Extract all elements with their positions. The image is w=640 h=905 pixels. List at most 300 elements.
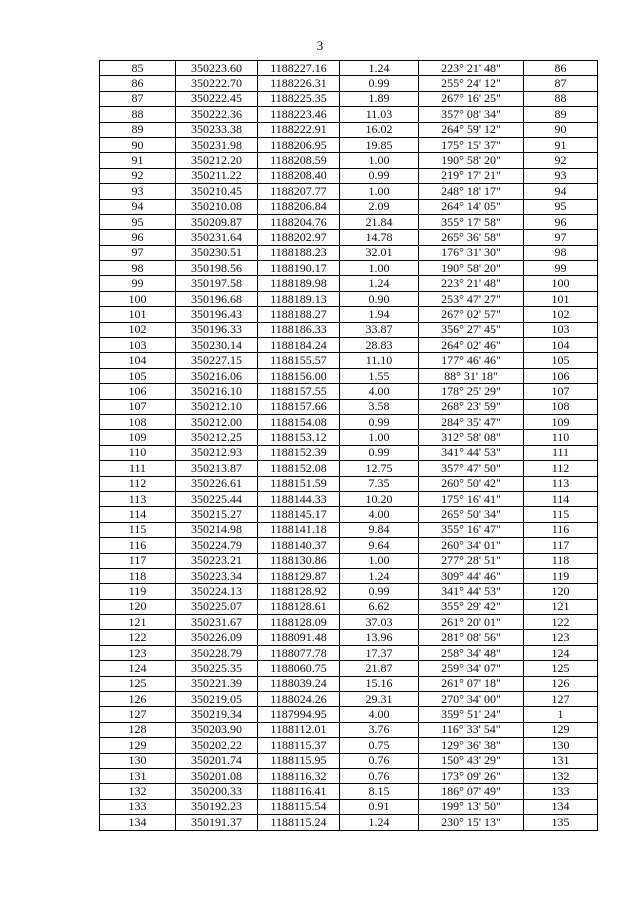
point-number-cell: 105 <box>100 368 176 383</box>
next-point-cell: 125 <box>524 661 598 676</box>
y-coordinate-cell: 1188223.46 <box>258 107 340 122</box>
point-number-cell: 95 <box>100 214 176 229</box>
y-coordinate-cell: 1188190.17 <box>258 261 340 276</box>
x-coordinate-cell: 350226.61 <box>176 476 258 491</box>
next-point-cell: 1 <box>524 707 598 722</box>
table-row <box>100 245 598 260</box>
distance-cell: 9.84 <box>340 522 419 537</box>
direction-angle-cell: 265° 36' 58" <box>419 230 524 245</box>
table-row <box>100 307 598 322</box>
distance-cell: 0.76 <box>340 768 419 783</box>
distance-cell: 37.03 <box>340 615 419 630</box>
distance-cell: 13.96 <box>340 630 419 645</box>
x-coordinate-cell: 350225.44 <box>176 491 258 506</box>
table-row <box>100 599 598 614</box>
y-coordinate-cell: 1188157.66 <box>258 399 340 414</box>
y-coordinate-cell: 1188152.39 <box>258 445 340 460</box>
direction-angle-cell: 175° 15' 37" <box>419 137 524 152</box>
direction-angle-cell: 260° 34' 01" <box>419 538 524 553</box>
table-row <box>100 692 598 707</box>
direction-angle-cell: 178° 25' 29" <box>419 384 524 399</box>
table-row <box>100 199 598 214</box>
next-point-cell: 127 <box>524 692 598 707</box>
x-coordinate-cell: 350212.00 <box>176 414 258 429</box>
next-point-cell: 105 <box>524 353 598 368</box>
next-point-cell: 109 <box>524 414 598 429</box>
direction-angle-cell: 199° 13' 50" <box>419 799 524 814</box>
y-coordinate-cell: 1187994.95 <box>258 707 340 722</box>
y-coordinate-cell: 1188152.08 <box>258 461 340 476</box>
table-row <box>100 476 598 491</box>
distance-cell: 14.78 <box>340 230 419 245</box>
point-number-cell: 89 <box>100 122 176 137</box>
table-row <box>100 261 598 276</box>
table-row <box>100 368 598 383</box>
x-coordinate-cell: 350197.58 <box>176 276 258 291</box>
x-coordinate-cell: 350224.79 <box>176 538 258 553</box>
point-number-cell: 93 <box>100 184 176 199</box>
table-row <box>100 168 598 183</box>
next-point-cell: 104 <box>524 338 598 353</box>
x-coordinate-cell: 350228.79 <box>176 645 258 660</box>
distance-cell: 32.01 <box>340 245 419 260</box>
distance-cell: 11.10 <box>340 353 419 368</box>
direction-angle-cell: 248° 18' 17" <box>419 184 524 199</box>
table-row <box>100 107 598 122</box>
point-number-cell: 113 <box>100 491 176 506</box>
next-point-cell: 113 <box>524 476 598 491</box>
x-coordinate-cell: 350222.45 <box>176 91 258 106</box>
next-point-cell: 108 <box>524 399 598 414</box>
direction-angle-cell: 116° 33' 54" <box>419 722 524 737</box>
x-coordinate-cell: 350221.39 <box>176 676 258 691</box>
x-coordinate-cell: 350210.08 <box>176 199 258 214</box>
y-coordinate-cell: 1188060.75 <box>258 661 340 676</box>
x-coordinate-cell: 350200.33 <box>176 784 258 799</box>
point-number-cell: 127 <box>100 707 176 722</box>
distance-cell: 1.94 <box>340 307 419 322</box>
x-coordinate-cell: 350212.10 <box>176 399 258 414</box>
distance-cell: 19.85 <box>340 137 419 152</box>
x-coordinate-cell: 350227.15 <box>176 353 258 368</box>
y-coordinate-cell: 1188091.48 <box>258 630 340 645</box>
x-coordinate-cell: 350216.06 <box>176 368 258 383</box>
x-coordinate-cell: 350196.33 <box>176 322 258 337</box>
table-row <box>100 507 598 522</box>
next-point-cell: 93 <box>524 168 598 183</box>
table-row <box>100 91 598 106</box>
point-number-cell: 122 <box>100 630 176 645</box>
direction-angle-cell: 264° 59' 12" <box>419 122 524 137</box>
distance-cell: 15.16 <box>340 676 419 691</box>
distance-cell: 21.87 <box>340 661 419 676</box>
direction-angle-cell: 309° 44' 46" <box>419 568 524 583</box>
y-coordinate-cell: 1188204.76 <box>258 214 340 229</box>
y-coordinate-cell: 1188208.40 <box>258 168 340 183</box>
distance-cell: 0.99 <box>340 445 419 460</box>
x-coordinate-cell: 350223.21 <box>176 553 258 568</box>
y-coordinate-cell: 1188189.98 <box>258 276 340 291</box>
distance-cell: 10.20 <box>340 491 419 506</box>
next-point-cell: 87 <box>524 76 598 91</box>
table-row <box>100 184 598 199</box>
direction-angle-cell: 264° 14' 05" <box>419 199 524 214</box>
direction-angle-cell: 265° 50' 34" <box>419 507 524 522</box>
distance-cell: 0.75 <box>340 738 419 753</box>
y-coordinate-cell: 1188115.95 <box>258 753 340 768</box>
direction-angle-cell: 259° 34' 07" <box>419 661 524 676</box>
next-point-cell: 126 <box>524 676 598 691</box>
point-number-cell: 94 <box>100 199 176 214</box>
distance-cell: 6.62 <box>340 599 419 614</box>
table-row <box>100 353 598 368</box>
next-point-cell: 92 <box>524 153 598 168</box>
next-point-cell: 115 <box>524 507 598 522</box>
distance-cell: 0.99 <box>340 76 419 91</box>
x-coordinate-cell: 350191.37 <box>176 815 258 830</box>
x-coordinate-cell: 350231.67 <box>176 615 258 630</box>
point-number-cell: 104 <box>100 353 176 368</box>
distance-cell: 11.03 <box>340 107 419 122</box>
direction-angle-cell: 355° 17' 58" <box>419 214 524 229</box>
next-point-cell: 117 <box>524 538 598 553</box>
direction-angle-cell: 356° 27' 45" <box>419 322 524 337</box>
next-point-cell: 120 <box>524 584 598 599</box>
distance-cell: 33.87 <box>340 322 419 337</box>
distance-cell: 21.84 <box>340 214 419 229</box>
direction-angle-cell: 223° 21' 48" <box>419 61 524 76</box>
x-coordinate-cell: 350201.74 <box>176 753 258 768</box>
next-point-cell: 110 <box>524 430 598 445</box>
y-coordinate-cell: 1188039.24 <box>258 676 340 691</box>
point-number-cell: 123 <box>100 645 176 660</box>
y-coordinate-cell: 1188077.78 <box>258 645 340 660</box>
point-number-cell: 108 <box>100 414 176 429</box>
distance-cell: 0.76 <box>340 753 419 768</box>
distance-cell: 12.75 <box>340 461 419 476</box>
direction-angle-cell: 253° 47' 27" <box>419 291 524 306</box>
table-row <box>100 615 598 630</box>
x-coordinate-cell: 350212.93 <box>176 445 258 460</box>
table-row <box>100 122 598 137</box>
next-point-cell: 97 <box>524 230 598 245</box>
x-coordinate-cell: 350196.43 <box>176 307 258 322</box>
point-number-cell: 131 <box>100 768 176 783</box>
x-coordinate-cell: 350231.98 <box>176 137 258 152</box>
y-coordinate-cell: 1188186.33 <box>258 322 340 337</box>
point-number-cell: 97 <box>100 245 176 260</box>
table-row <box>100 399 598 414</box>
direction-angle-cell: 186° 07' 49" <box>419 784 524 799</box>
next-point-cell: 86 <box>524 61 598 76</box>
y-coordinate-cell: 1188145.17 <box>258 507 340 522</box>
x-coordinate-cell: 350192.23 <box>176 799 258 814</box>
point-number-cell: 119 <box>100 584 176 599</box>
x-coordinate-cell: 350214.98 <box>176 522 258 537</box>
x-coordinate-cell: 350212.25 <box>176 430 258 445</box>
distance-cell: 8.15 <box>340 784 419 799</box>
direction-angle-cell: 268° 23' 59" <box>419 399 524 414</box>
point-number-cell: 92 <box>100 168 176 183</box>
table-row <box>100 815 598 830</box>
y-coordinate-cell: 1188188.23 <box>258 245 340 260</box>
table-row <box>100 584 598 599</box>
point-number-cell: 130 <box>100 753 176 768</box>
point-number-cell: 117 <box>100 553 176 568</box>
y-coordinate-cell: 1188227.16 <box>258 61 340 76</box>
table-row <box>100 230 598 245</box>
point-number-cell: 112 <box>100 476 176 491</box>
direction-angle-cell: 277° 28' 51" <box>419 553 524 568</box>
point-number-cell: 128 <box>100 722 176 737</box>
next-point-cell: 124 <box>524 645 598 660</box>
next-point-cell: 123 <box>524 630 598 645</box>
direction-angle-cell: 173° 09' 26" <box>419 768 524 783</box>
distance-cell: 1.24 <box>340 568 419 583</box>
distance-cell: 4.00 <box>340 507 419 522</box>
direction-angle-cell: 357° 47' 50" <box>419 461 524 476</box>
y-coordinate-cell: 1188156.00 <box>258 368 340 383</box>
table-row <box>100 322 598 337</box>
direction-angle-cell: 267° 16' 25" <box>419 91 524 106</box>
x-coordinate-cell: 350219.05 <box>176 692 258 707</box>
point-number-cell: 102 <box>100 322 176 337</box>
direction-angle-cell: 260° 50' 42" <box>419 476 524 491</box>
direction-angle-cell: 355° 16' 47" <box>419 522 524 537</box>
y-coordinate-cell: 1188222.91 <box>258 122 340 137</box>
x-coordinate-cell: 350226.09 <box>176 630 258 645</box>
point-number-cell: 121 <box>100 615 176 630</box>
coordinates-table <box>99 60 598 831</box>
point-number-cell: 91 <box>100 153 176 168</box>
distance-cell: 28.83 <box>340 338 419 353</box>
point-number-cell: 90 <box>100 137 176 152</box>
table-row <box>100 538 598 553</box>
table-row <box>100 768 598 783</box>
distance-cell: 1.00 <box>340 553 419 568</box>
y-coordinate-cell: 1188112.01 <box>258 722 340 737</box>
table-row <box>100 461 598 476</box>
point-number-cell: 126 <box>100 692 176 707</box>
point-number-cell: 115 <box>100 522 176 537</box>
next-point-cell: 102 <box>524 307 598 322</box>
y-coordinate-cell: 1188024.26 <box>258 692 340 707</box>
distance-cell: 29.31 <box>340 692 419 707</box>
distance-cell: 0.91 <box>340 799 419 814</box>
point-number-cell: 101 <box>100 307 176 322</box>
next-point-cell: 119 <box>524 568 598 583</box>
y-coordinate-cell: 1188154.08 <box>258 414 340 429</box>
table-row <box>100 676 598 691</box>
direction-angle-cell: 219° 17' 21" <box>419 168 524 183</box>
distance-cell: 1.24 <box>340 276 419 291</box>
direction-angle-cell: 88° 31' 18" <box>419 368 524 383</box>
distance-cell: 1.00 <box>340 184 419 199</box>
table-row <box>100 753 598 768</box>
y-coordinate-cell: 1188151.59 <box>258 476 340 491</box>
x-coordinate-cell: 350223.60 <box>176 61 258 76</box>
distance-cell: 17.37 <box>340 645 419 660</box>
distance-cell: 4.00 <box>340 384 419 399</box>
point-number-cell: 120 <box>100 599 176 614</box>
table-row <box>100 153 598 168</box>
next-point-cell: 134 <box>524 799 598 814</box>
distance-cell: 4.00 <box>340 707 419 722</box>
x-coordinate-cell: 350213.87 <box>176 461 258 476</box>
y-coordinate-cell: 1188208.59 <box>258 153 340 168</box>
next-point-cell: 129 <box>524 722 598 737</box>
x-coordinate-cell: 350230.51 <box>176 245 258 260</box>
point-number-cell: 114 <box>100 507 176 522</box>
next-point-cell: 88 <box>524 91 598 106</box>
next-point-cell: 135 <box>524 815 598 830</box>
table-row <box>100 630 598 645</box>
next-point-cell: 116 <box>524 522 598 537</box>
x-coordinate-cell: 350202.22 <box>176 738 258 753</box>
direction-angle-cell: 129° 36' 38" <box>419 738 524 753</box>
next-point-cell: 106 <box>524 368 598 383</box>
x-coordinate-cell: 350223.34 <box>176 568 258 583</box>
point-number-cell: 124 <box>100 661 176 676</box>
point-number-cell: 87 <box>100 91 176 106</box>
point-number-cell: 96 <box>100 230 176 245</box>
y-coordinate-cell: 1188189.13 <box>258 291 340 306</box>
y-coordinate-cell: 1188153.12 <box>258 430 340 445</box>
distance-cell: 2.09 <box>340 199 419 214</box>
y-coordinate-cell: 1188188.27 <box>258 307 340 322</box>
next-point-cell: 96 <box>524 214 598 229</box>
next-point-cell: 99 <box>524 261 598 276</box>
next-point-cell: 130 <box>524 738 598 753</box>
distance-cell: 3.58 <box>340 399 419 414</box>
y-coordinate-cell: 1188157.55 <box>258 384 340 399</box>
x-coordinate-cell: 350222.36 <box>176 107 258 122</box>
table-row <box>100 61 598 76</box>
table-row <box>100 645 598 660</box>
table-row <box>100 707 598 722</box>
table-row <box>100 445 598 460</box>
direction-angle-cell: 230° 15' 13" <box>419 815 524 830</box>
next-point-cell: 107 <box>524 384 598 399</box>
y-coordinate-cell: 1188207.77 <box>258 184 340 199</box>
next-point-cell: 111 <box>524 445 598 460</box>
point-number-cell: 111 <box>100 461 176 476</box>
next-point-cell: 103 <box>524 322 598 337</box>
point-number-cell: 116 <box>100 538 176 553</box>
direction-angle-cell: 258° 34' 48" <box>419 645 524 660</box>
next-point-cell: 121 <box>524 599 598 614</box>
table-row <box>100 784 598 799</box>
y-coordinate-cell: 1188128.09 <box>258 615 340 630</box>
distance-cell: 1.24 <box>340 815 419 830</box>
point-number-cell: 86 <box>100 76 176 91</box>
point-number-cell: 132 <box>100 784 176 799</box>
next-point-cell: 90 <box>524 122 598 137</box>
distance-cell: 9.64 <box>340 538 419 553</box>
table-row <box>100 522 598 537</box>
distance-cell: 1.00 <box>340 261 419 276</box>
direction-angle-cell: 176° 31' 30" <box>419 245 524 260</box>
direction-angle-cell: 341° 44' 53" <box>419 584 524 599</box>
y-coordinate-cell: 1188116.32 <box>258 768 340 783</box>
next-point-cell: 101 <box>524 291 598 306</box>
point-number-cell: 118 <box>100 568 176 583</box>
direction-angle-cell: 267° 02' 57" <box>419 307 524 322</box>
page-number: 3 <box>316 38 324 53</box>
point-number-cell: 133 <box>100 799 176 814</box>
direction-angle-cell: 270° 34' 00" <box>419 692 524 707</box>
x-coordinate-cell: 350211.22 <box>176 168 258 183</box>
next-point-cell: 112 <box>524 461 598 476</box>
point-number-cell: 134 <box>100 815 176 830</box>
point-number-cell: 98 <box>100 261 176 276</box>
x-coordinate-cell: 350212.20 <box>176 153 258 168</box>
distance-cell: 1.89 <box>340 91 419 106</box>
direction-angle-cell: 177° 46' 46" <box>419 353 524 368</box>
x-coordinate-cell: 350225.07 <box>176 599 258 614</box>
point-number-cell: 99 <box>100 276 176 291</box>
table-row <box>100 214 598 229</box>
distance-cell: 0.90 <box>340 291 419 306</box>
direction-angle-cell: 312° 58' 08" <box>419 430 524 445</box>
point-number-cell: 129 <box>100 738 176 753</box>
direction-angle-cell: 284° 35' 47" <box>419 414 524 429</box>
direction-angle-cell: 355° 29' 42" <box>419 599 524 614</box>
direction-angle-cell: 255° 24' 12" <box>419 76 524 91</box>
direction-angle-cell: 357° 08' 34" <box>419 107 524 122</box>
distance-cell: 1.00 <box>340 153 419 168</box>
table-row <box>100 430 598 445</box>
y-coordinate-cell: 1188206.84 <box>258 199 340 214</box>
direction-angle-cell: 190° 58' 20" <box>419 153 524 168</box>
x-coordinate-cell: 350198.56 <box>176 261 258 276</box>
y-coordinate-cell: 1188115.24 <box>258 815 340 830</box>
next-point-cell: 132 <box>524 768 598 783</box>
point-number-cell: 107 <box>100 399 176 414</box>
table-row <box>100 799 598 814</box>
y-coordinate-cell: 1188115.54 <box>258 799 340 814</box>
x-coordinate-cell: 350216.10 <box>176 384 258 399</box>
y-coordinate-cell: 1188226.31 <box>258 76 340 91</box>
y-coordinate-cell: 1188115.37 <box>258 738 340 753</box>
y-coordinate-cell: 1188140.37 <box>258 538 340 553</box>
next-point-cell: 91 <box>524 137 598 152</box>
table-row <box>100 568 598 583</box>
point-number-cell: 100 <box>100 291 176 306</box>
table-row <box>100 338 598 353</box>
direction-angle-cell: 261° 07' 18" <box>419 676 524 691</box>
table-row <box>100 738 598 753</box>
direction-angle-cell: 264° 02' 46" <box>419 338 524 353</box>
x-coordinate-cell: 350203.90 <box>176 722 258 737</box>
y-coordinate-cell: 1188206.95 <box>258 137 340 152</box>
y-coordinate-cell: 1188130.86 <box>258 553 340 568</box>
table-row <box>100 384 598 399</box>
point-number-cell: 110 <box>100 445 176 460</box>
x-coordinate-cell: 350230.14 <box>176 338 258 353</box>
next-point-cell: 133 <box>524 784 598 799</box>
next-point-cell: 95 <box>524 199 598 214</box>
direction-angle-cell: 359° 51' 24" <box>419 707 524 722</box>
x-coordinate-cell: 350215.27 <box>176 507 258 522</box>
table-row <box>100 661 598 676</box>
direction-angle-cell: 175° 16' 41" <box>419 491 524 506</box>
y-coordinate-cell: 1188202.97 <box>258 230 340 245</box>
distance-cell: 0.99 <box>340 414 419 429</box>
x-coordinate-cell: 350225.35 <box>176 661 258 676</box>
table-row <box>100 76 598 91</box>
y-coordinate-cell: 1188128.61 <box>258 599 340 614</box>
